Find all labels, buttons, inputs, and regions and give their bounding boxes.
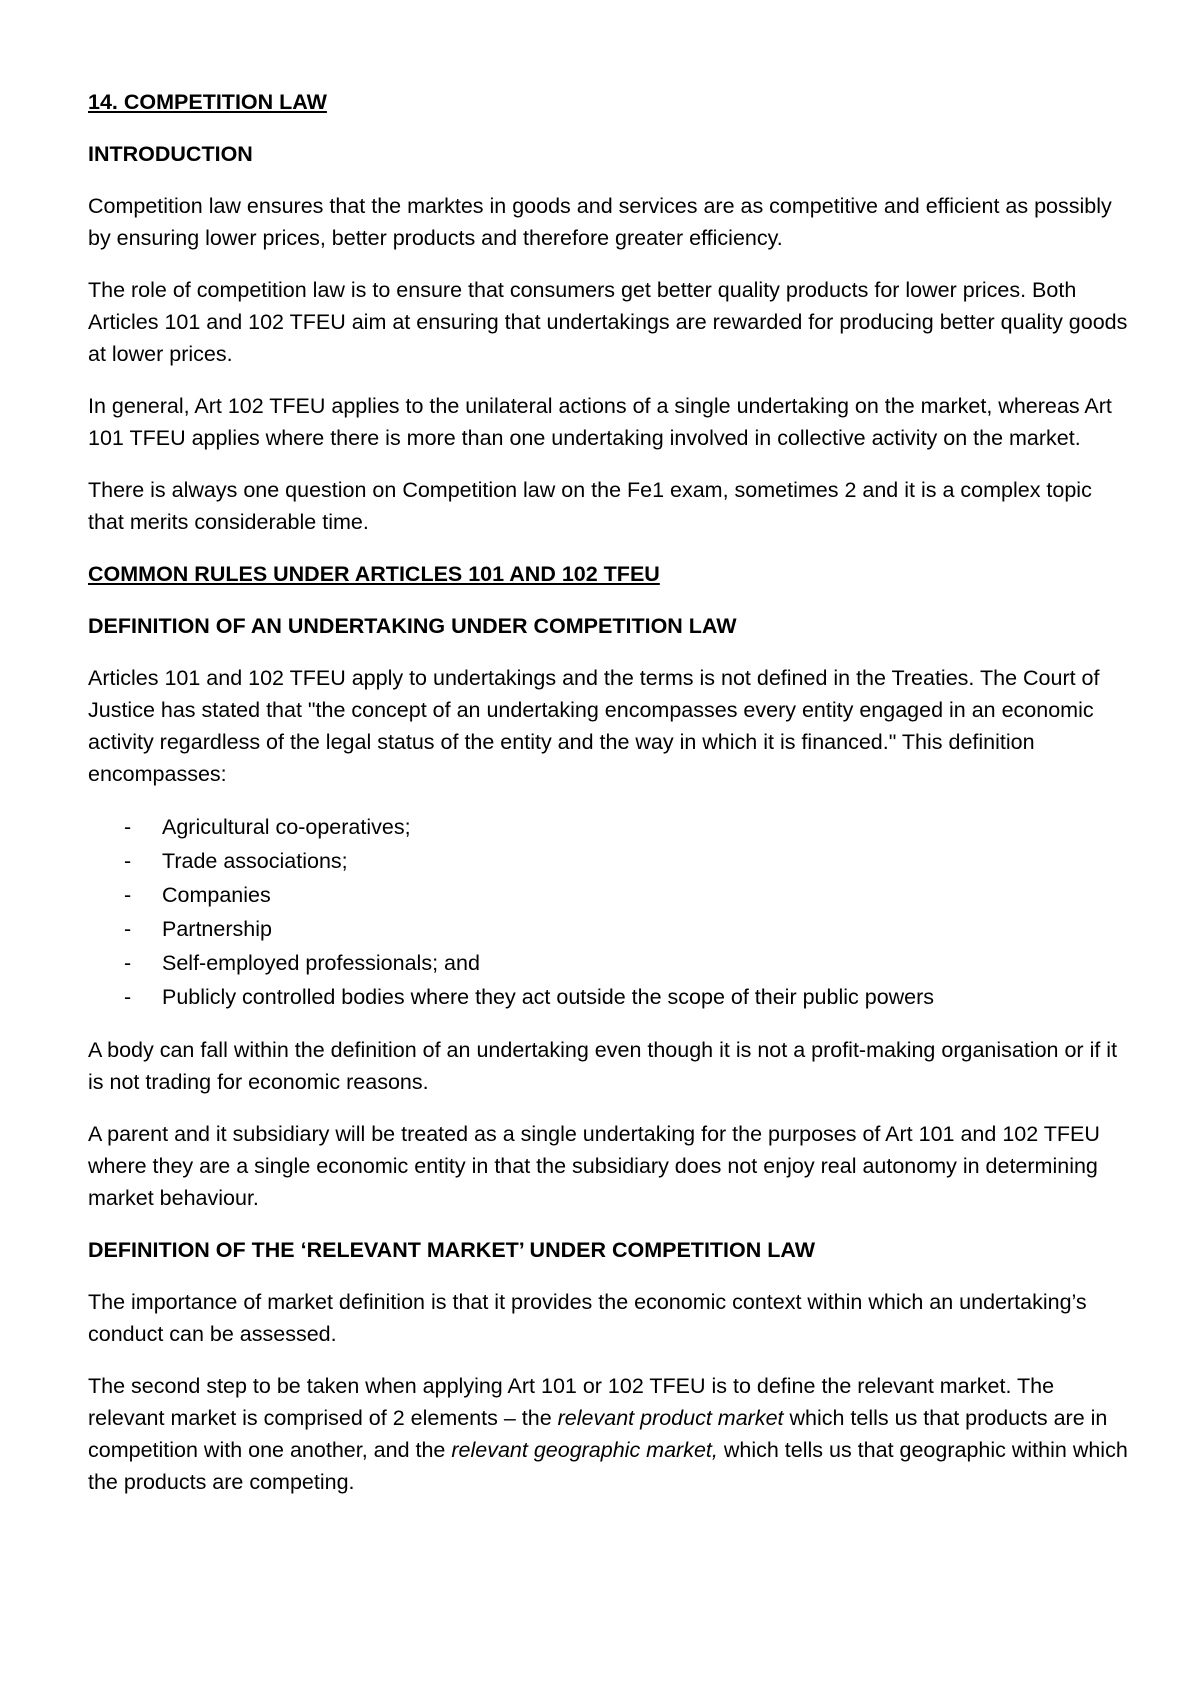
list-dash: - [124, 815, 132, 839]
undertaking-list [88, 810, 1128, 1014]
italic-term-product-market: relevant product market [557, 1406, 784, 1430]
list-item [88, 946, 1128, 980]
list-dash: - [124, 917, 132, 941]
undertaking-paragraph-1: Articles 101 and 102 TFEU apply to undertakings and the terms is not defined in the Treaties. The Court of Justice has stated that "the concept of an undertaking encompasses every entity engaged in an economic activity regardless of the legal status of the entity and the way in which it is financed." This definition encompasses: [88, 666, 1100, 786]
list-item [88, 980, 1128, 1014]
intro-paragraph-3: In general, Art 102 TFEU applies to the unilateral actions of a single undertaking on the market, whereas Art 101 TFEU applies where there is more than one undertaking involved in collective activity on the market. [88, 394, 1112, 450]
relevant-market-paragraph-1: The importance of market definition is that it provides the economic context within which an undertaking’s conduct can be assessed. [88, 1290, 1087, 1346]
list-item [88, 810, 1128, 844]
list-item-text: Partnership [162, 917, 272, 941]
document-title: 14. COMPETITION LAW [88, 90, 327, 114]
list-dash: - [124, 951, 132, 975]
document-page [88, 86, 1128, 1518]
list-item [88, 878, 1128, 912]
list-dash: - [124, 883, 132, 907]
section-heading-undertaking: DEFINITION OF AN UNDERTAKING UNDER COMPETITION LAW [88, 614, 737, 638]
section-heading-introduction: INTRODUCTION [88, 142, 253, 166]
undertaking-paragraph-2: A body can fall within the definition of an undertaking even though it is not a profit-making organisation or if it is not trading for economic reasons. [88, 1038, 1118, 1094]
text-run: which tells us that products are in competition with one another, and the [88, 1406, 1108, 1462]
list-item-text: Publicly controlled bodies where they act outside the scope of their public powers [162, 985, 935, 1009]
list-item-text: Companies [162, 883, 271, 907]
section-heading-common-rules: COMMON RULES UNDER ARTICLES 101 AND 102 TFEU [88, 562, 660, 586]
list-item [88, 844, 1128, 878]
list-item [88, 912, 1128, 946]
list-item-text: Self-employed professionals; and [162, 951, 480, 975]
undertaking-paragraph-3: A parent and it subsidiary will be treated as a single undertaking for the purposes of Art 101 and 102 TFEU where they are a single economic entity in that the subsidiary does not enjoy real autonomy in determining market behaviour. [88, 1122, 1100, 1210]
section-heading-relevant-market: DEFINITION OF THE ‘RELEVANT MARKET’ UNDER COMPETITION LAW [88, 1238, 816, 1262]
intro-paragraph-4: There is always one question on Competition law on the Fe1 exam, sometimes 2 and it is a complex topic that merits considerable time. [88, 478, 1092, 534]
text-run: The second step to be taken when applying Art 101 or 102 TFEU is to define the relevant market. The relevant market is comprised of 2 elements – the [88, 1374, 1055, 1430]
intro-paragraph-1: Competition law ensures that the marktes in goods and services are as competitive and efficient as possibly by ensuring lower prices, better products and therefore greater efficiency. [88, 194, 1112, 250]
list-dash: - [124, 985, 132, 1009]
text-run: which tells us that geographic within which the products are competing. [88, 1438, 1128, 1494]
intro-paragraph-2: The role of competition law is to ensure that consumers get better quality products for lower prices. Both Articles 101 and 102 TFEU aim at ensuring that undertakings are rewarded for producing better quality goods at lower prices. [88, 278, 1128, 366]
relevant-market-paragraph-2 [88, 1370, 1128, 1498]
list-dash: - [124, 849, 132, 873]
list-item-text: Trade associations; [162, 849, 348, 873]
list-item-text: Agricultural co-operatives; [162, 815, 411, 839]
italic-term-geographic-market: relevant geographic market, [451, 1438, 718, 1462]
